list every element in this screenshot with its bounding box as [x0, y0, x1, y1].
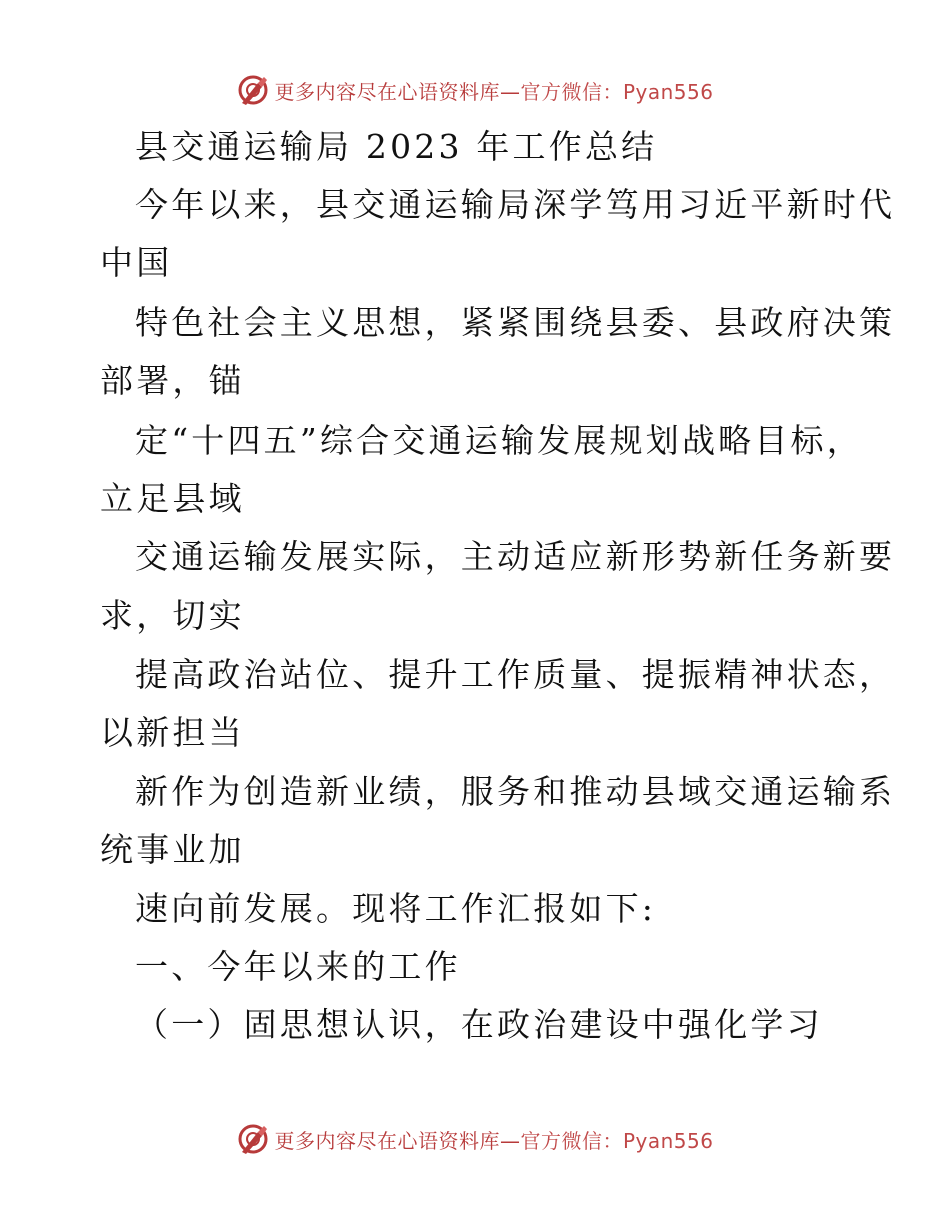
paragraph-line: 交通运输发展实际，主动适应新形势新任务新要 — [135, 537, 896, 576]
watermark-header — [0, 70, 950, 110]
paragraph-line: 新作为创造新业绩，服务和推动县域交通运输系 — [135, 772, 896, 811]
section-heading: 一、今年以来的工作 — [135, 947, 461, 986]
pen-logo-icon — [236, 73, 270, 107]
paragraph-line: 部署，锚 — [100, 361, 245, 400]
watermark-footer — [0, 1119, 950, 1159]
paragraph-line: 特色社会主义思想，紧紧围绕县委、县政府决策 — [135, 303, 896, 342]
paragraph-line: 今年以来，县交通运输局深学笃用习近平新时代 — [135, 185, 896, 224]
paragraph-line: 以新担当 — [100, 713, 245, 752]
paragraph-line: 速向前发展。现将工作汇报如下: — [135, 889, 657, 928]
paragraph-line: 定“十四五”综合交通运输发展规划战略目标， — [135, 421, 863, 460]
paragraph-line: 立足县域 — [100, 479, 245, 518]
watermark-text: 更多内容尽在心语资料库—官方微信：Pyan556 — [274, 1128, 714, 1153]
paragraph-line: 中国 — [100, 243, 173, 282]
paragraph-line: 提高政治站位、提升工作质量、提振精神状态， — [135, 655, 896, 694]
watermark-text: 更多内容尽在心语资料库—官方微信：Pyan556 — [274, 79, 714, 104]
paragraph-line: 求，切实 — [100, 596, 245, 635]
document-title: 县交通运输局 2023 年工作总结 — [135, 127, 658, 166]
paragraph-line: 统事业加 — [100, 830, 245, 869]
pen-logo-icon — [236, 1122, 270, 1156]
subsection-heading: （一）固思想认识，在政治建设中强化学习 — [135, 1005, 823, 1044]
